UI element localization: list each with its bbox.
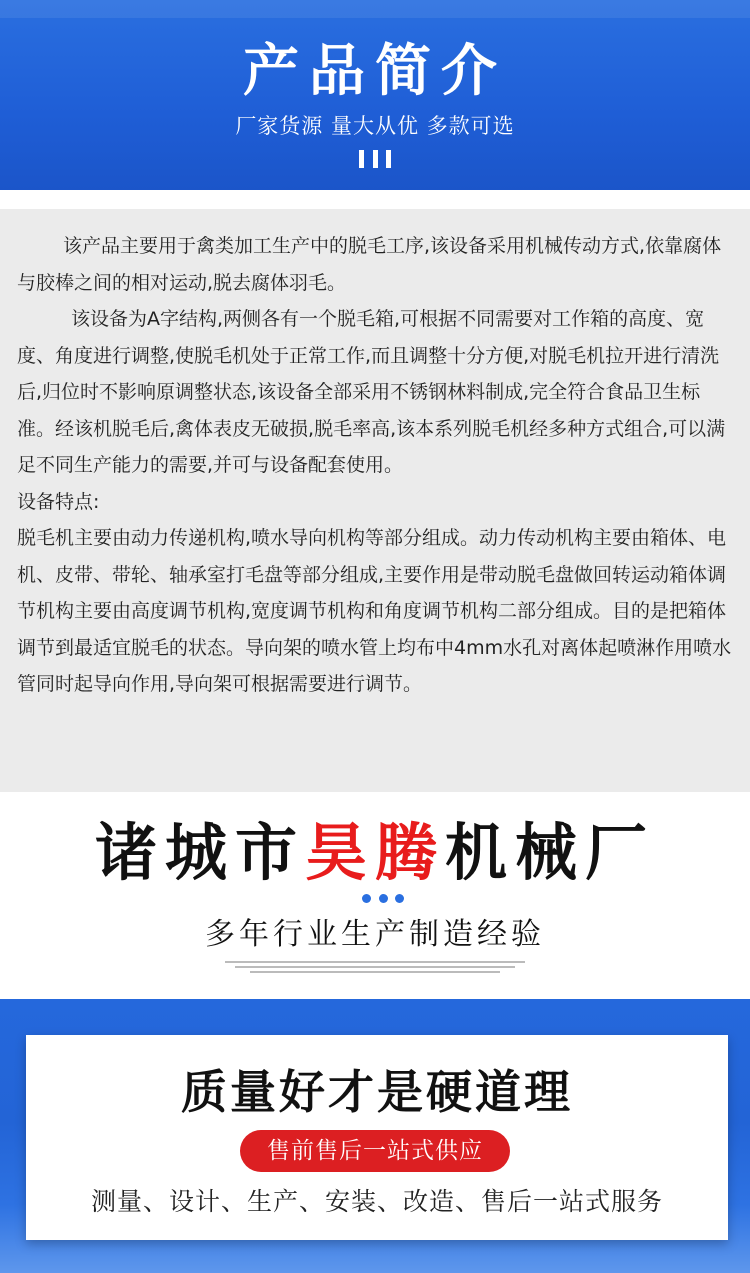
dots-divider-icon [362, 894, 404, 904]
company-name-highlight: 昊腾 [304, 816, 445, 889]
service-description: 测量、设计、生产、安装、改造、售后一站式服务 [90, 1187, 663, 1216]
page-title: 产品简介 [243, 39, 507, 104]
fine-print-decoration [220, 958, 530, 980]
triple-bar-icon [359, 150, 391, 170]
company-name [0, 814, 750, 892]
features-heading: 设备特点: [17, 490, 100, 513]
features-paragraph: 脱毛机主要由动力传递机构,喷水导向机构等部分组成。动力传动机构主要由箱体、电机、皮带、带轮、轴承室打毛盘等部分组成,主要作用是带动脱毛盘做回转运动箱体调节机构主要由高度调节机构,宽度调节机构和角度调节机构二部分组成。目的是把箱体调节到最适宜脱毛的状态。导向架的喷水管上均布中4mm水孔对离体起喷淋作用喷水管同时起导向作用,导向架可根据需要进行调节。 [17, 527, 732, 695]
banner-highlight [0, 0, 750, 18]
service-pill-badge: 售前售后一站式供应 [240, 1130, 510, 1172]
company-name-part1: 诸城市 [94, 816, 305, 889]
intro-text [17, 228, 735, 703]
quality-card [26, 1035, 728, 1240]
company-name-part2: 机械厂 [445, 816, 656, 889]
intro-paragraph: 该产品主要用于禽类加工生产中的脱毛工序,该设备采用机械传动方式,依靠腐体与胶棒之间的相对运动,脱去腐体羽毛。 [17, 235, 722, 294]
company-slogan: 多年行业生产制造经验 [205, 917, 545, 952]
quality-section [0, 999, 750, 1273]
page-subtitle: 厂家货源 量大从优 多款可选 [235, 114, 515, 138]
intro-section [0, 209, 750, 792]
company-section [0, 792, 750, 999]
quality-title: 质量好才是硬道理 [181, 1065, 573, 1119]
header-banner [0, 0, 750, 190]
intro-paragraph: 该设备为A字结构,两侧各有一个脱毛箱,可根据不同需要对工作箱的高度、宽度、角度进行调整,使脱毛机处于正常工作,而且调整十分方便,对脱毛机拉开进行清洗后,归位时不影响原调整状态,该设备全部采用不锈钢林料制成,完全符合食品卫生标准。经该机脱毛后,禽体表皮无破损,脱毛率高,该本系列脱毛机经多种方式组合,可以满足不同生产能力的需要,并可与设备配套使用。 [17, 308, 726, 476]
